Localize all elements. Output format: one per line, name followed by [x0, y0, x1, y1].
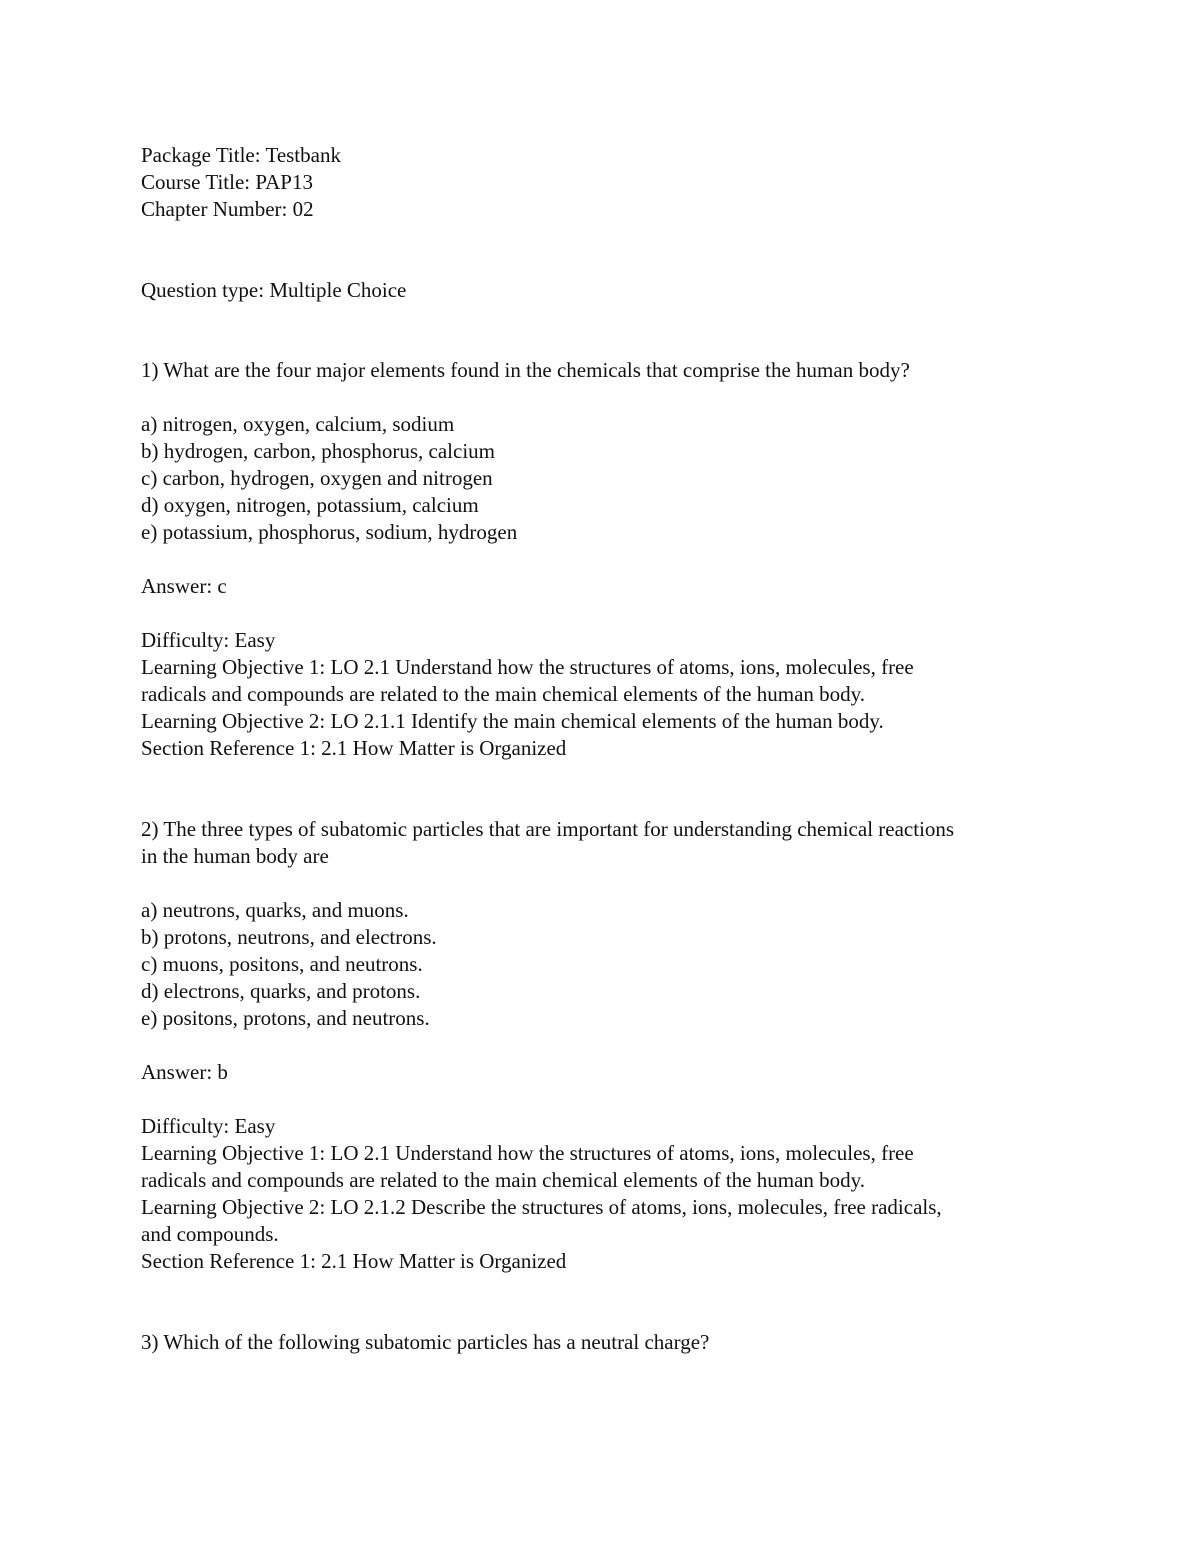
option-d: d) electrons, quarks, and protons.	[141, 979, 421, 1003]
option-b: b) protons, neutrons, and electrons.	[141, 925, 437, 949]
option-e: e) positons, protons, and neutrons.	[141, 1006, 430, 1030]
learning-objective-2: Learning Objective 2: LO 2.1.1 Identify the main chemical elements of the human body.	[141, 709, 884, 733]
question-stem: 3) Which of the following subatomic particles has a neutral charge?	[141, 1330, 710, 1354]
option-d: d) oxygen, nitrogen, potassium, calcium	[141, 493, 479, 517]
option-a: a) neutrons, quarks, and muons.	[141, 898, 409, 922]
question-metadata	[141, 627, 1081, 762]
chapter-number: Chapter Number: 02	[141, 197, 314, 221]
question-metadata	[141, 1113, 1081, 1275]
question-type: Question type: Multiple Choice	[141, 278, 407, 302]
learning-objective-1-cont: radicals and compounds are related to the main chemical elements of the human body.	[141, 682, 866, 706]
learning-objective-1: Learning Objective 1: LO 2.1 Understand how the structures of atoms, ions, molecules, free	[141, 655, 914, 679]
document-page	[141, 142, 1081, 1356]
course-title: Course Title: PAP13	[141, 170, 313, 194]
option-e: e) potassium, phosphorus, sodium, hydrogen	[141, 520, 518, 544]
question-stem: 2) The three types of subatomic particles that are important for understanding chemical reactions	[141, 817, 955, 841]
option-c: c) muons, positons, and neutrons.	[141, 952, 423, 976]
learning-objective-1: Learning Objective 1: LO 2.1 Understand how the structures of atoms, ions, molecules, free	[141, 1141, 914, 1165]
difficulty: Difficulty: Easy	[141, 628, 276, 652]
question-stem-cont: in the human body are	[141, 844, 329, 868]
answer-key: Answer: c	[141, 574, 227, 598]
answer-options	[141, 411, 1081, 546]
learning-objective-1-cont: radicals and compounds are related to the main chemical elements of the human body.	[141, 1168, 866, 1192]
learning-objective-2-cont: and compounds.	[141, 1222, 279, 1246]
question-2	[141, 816, 1081, 1275]
option-b: b) hydrogen, carbon, phosphorus, calcium	[141, 439, 495, 463]
answer-key: Answer: b	[141, 1060, 228, 1084]
question-1	[141, 357, 1081, 762]
learning-objective-2: Learning Objective 2: LO 2.1.2 Describe the structures of atoms, ions, molecules, free radicals,	[141, 1195, 942, 1219]
document-header	[141, 142, 1081, 223]
answer-options	[141, 897, 1081, 1032]
question-stem: 1) What are the four major elements found in the chemicals that comprise the human body?	[141, 358, 910, 382]
section-reference: Section Reference 1: 2.1 How Matter is Organized	[141, 736, 567, 760]
option-a: a) nitrogen, oxygen, calcium, sodium	[141, 412, 455, 436]
question-3	[141, 1329, 1081, 1356]
difficulty: Difficulty: Easy	[141, 1114, 276, 1138]
section-reference: Section Reference 1: 2.1 How Matter is Organized	[141, 1249, 567, 1273]
option-c: c) carbon, hydrogen, oxygen and nitrogen	[141, 466, 493, 490]
package-title: Package Title: Testbank	[141, 143, 341, 167]
